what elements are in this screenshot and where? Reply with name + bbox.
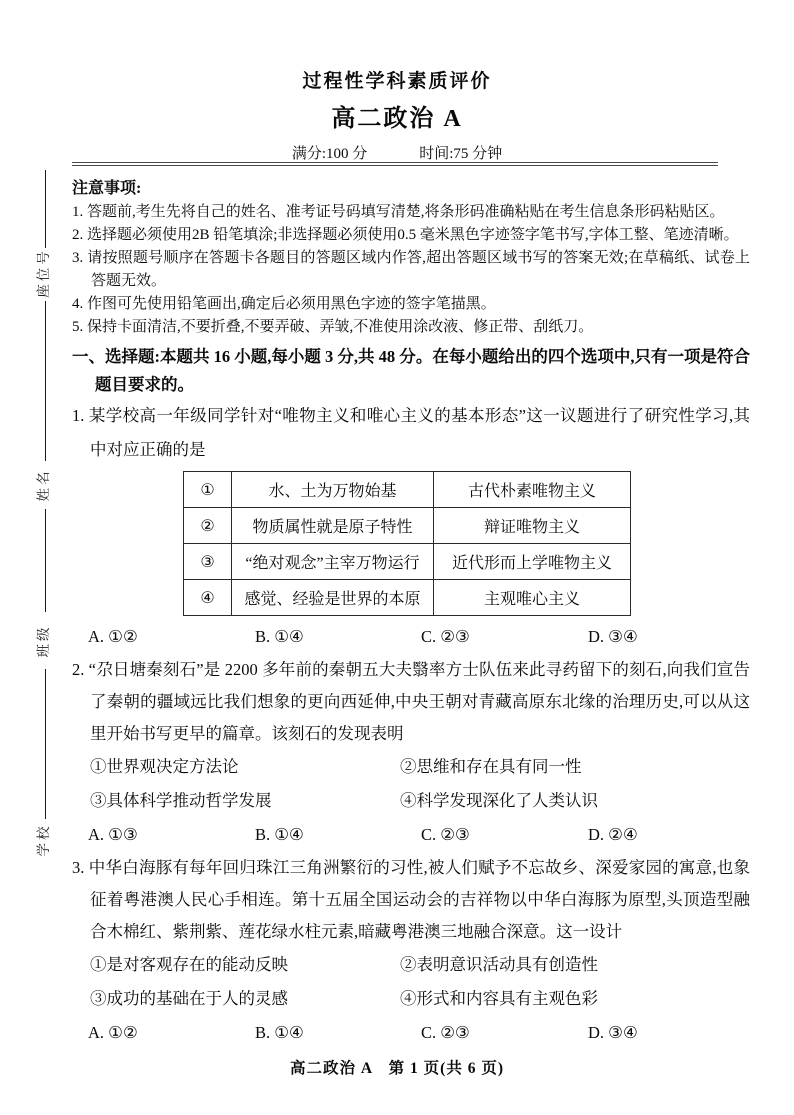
school-field-label: 学校 xyxy=(36,823,51,857)
table-cell-category: 辩证唯物主义 xyxy=(434,508,631,544)
option-b: B. ①④ xyxy=(255,825,304,844)
table-row xyxy=(184,580,631,616)
question-3-statements-row-2 xyxy=(90,982,750,1016)
statement-1: ①是对客观存在的能动反映 xyxy=(90,955,288,974)
name-field-label: 姓名 xyxy=(36,468,51,502)
option-c: C. ②③ xyxy=(421,825,470,844)
option-d: D. ②④ xyxy=(588,825,638,844)
notice-item-5: 5. 保持卡面清洁,不要折叠,不要弄破、弄皱,不准使用涂改液、修正带、刮纸刀。 xyxy=(72,319,594,335)
statement-4: ④科学发现深化了人类认识 xyxy=(400,791,598,810)
table-cell-number: ④ xyxy=(184,580,232,616)
table-cell-category: 古代朴素唯物主义 xyxy=(434,472,631,508)
statement-2: ②思维和存在具有同一性 xyxy=(400,757,582,776)
full-score-label: 满分:100 分 xyxy=(291,146,368,162)
exam-meta xyxy=(0,142,794,163)
table-cell-viewpoint: 水、土为万物始基 xyxy=(232,472,434,508)
table-row xyxy=(184,472,631,508)
header-double-rule xyxy=(72,162,718,166)
exam-subtitle: 高二政治 A xyxy=(331,106,463,132)
class-field-label: 班级 xyxy=(36,624,51,658)
binding-line-segment xyxy=(45,509,46,612)
statement-4: ④形式和内容具有主观色彩 xyxy=(400,989,598,1008)
option-b: B. ①④ xyxy=(255,1023,304,1042)
question-3-text: 3. 中华白海豚有每年回归珠江三角洲繁衍的习性,被人们赋予不忘故乡、深爱家园的寓意,也象征着粤港澳人民心手相连。第十五届全国运动会的吉祥物以中华白海豚为原型,头顶造型融合木棉红、紫荆紫、莲花绿水柱元素,暗藏粤港澳三地融合深意。这一设计 xyxy=(72,858,750,941)
table-row xyxy=(184,544,631,580)
option-d: D. ③④ xyxy=(588,1023,638,1042)
page-footer: 高二政治 A 第 1 页(共 6 页) xyxy=(289,1060,505,1077)
exam-title: 过程性学科素质评价 xyxy=(302,71,492,92)
option-a: A. ①② xyxy=(88,627,138,646)
question-2-statements-row-1 xyxy=(90,750,750,784)
table-row xyxy=(184,508,631,544)
seat-number-field-label: 座位号 xyxy=(36,248,51,298)
statement-2: ②表明意识活动具有创造性 xyxy=(400,955,598,974)
binding-line-segment xyxy=(45,301,46,461)
section-heading-multiple-choice: 一、选择题:本题共 16 小题,每小题 3 分,共 48 分。在每小题给出的四个选项中,只有一项是符合题目要求的。 xyxy=(72,347,750,394)
notice-item-1: 1. 答题前,考生先将自己的姓名、准考证号码填写清楚,将条形码准确粘贴在考生信息条形码粘贴区。 xyxy=(72,204,725,220)
question-1-table xyxy=(183,471,631,616)
option-b: B. ①④ xyxy=(255,627,304,646)
table-cell-number: ③ xyxy=(184,544,232,580)
question-1-options xyxy=(88,620,750,654)
statement-3: ③具体科学推动哲学发展 xyxy=(90,791,272,810)
option-c: C. ②③ xyxy=(421,627,470,646)
binding-line-segment xyxy=(45,170,46,248)
notice-item-3: 3. 请按照题号顺序在答题卡各题目的答题区域内作答,超出答题区域书写的答案无效;在草稿纸、试卷上答题无效。 xyxy=(72,250,750,289)
binding-line-segment xyxy=(45,669,46,819)
statement-1: ①世界观决定方法论 xyxy=(90,757,239,776)
option-c: C. ②③ xyxy=(421,1023,470,1042)
notice-heading: 注意事项: xyxy=(72,180,142,197)
table-cell-viewpoint: 物质属性就是原子特性 xyxy=(232,508,434,544)
notice-item-4: 4. 作图可先使用铅笔画出,确定后必须用黑色字迹的签字笔描黑。 xyxy=(72,296,496,312)
table-cell-number: ② xyxy=(184,508,232,544)
question-3-statements-row-1 xyxy=(90,948,750,982)
option-a: A. ①② xyxy=(88,1023,138,1042)
statement-3: ③成功的基础在于人的灵感 xyxy=(90,989,288,1008)
table-cell-category: 近代形而上学唯物主义 xyxy=(434,544,631,580)
option-a: A. ①③ xyxy=(88,825,138,844)
table-cell-viewpoint: “绝对观念”主宰万物运行 xyxy=(232,544,434,580)
time-limit-label: 时间:75 分钟 xyxy=(419,146,503,162)
question-3-options xyxy=(88,1016,750,1050)
table-cell-category: 主观唯心主义 xyxy=(434,580,631,616)
question-1-text: 1. 某学校高一年级同学针对“唯物主义和唯心主义的基本形态”这一议题进行了研究性学习,其中对应正确的是 xyxy=(72,406,750,459)
option-d: D. ③④ xyxy=(588,627,638,646)
exam-body xyxy=(72,177,750,1050)
table-cell-number: ① xyxy=(184,472,232,508)
question-2-statements-row-2 xyxy=(90,784,750,818)
table-cell-viewpoint: 感觉、经验是世界的本原 xyxy=(232,580,434,616)
exam-header xyxy=(0,66,794,163)
question-2-text: 2. “尕日塘秦刻石”是 2200 多年前的秦朝五大夫翳率方士队伍来此寻药留下的刻石,向我们宣告了秦朝的疆域远比我们想象的更向西延伸,中央王朝对青藏高原东北缘的治理历史,可以从这里开始书写更早的篇章。该刻石的发现表明 xyxy=(72,660,750,743)
question-2-options xyxy=(88,818,750,852)
notice-item-2: 2. 选择题必须使用2B 铅笔填涂;非选择题必须使用0.5 毫米黑色字迹签字笔书写,字体工整、笔迹清晰。 xyxy=(72,227,739,243)
